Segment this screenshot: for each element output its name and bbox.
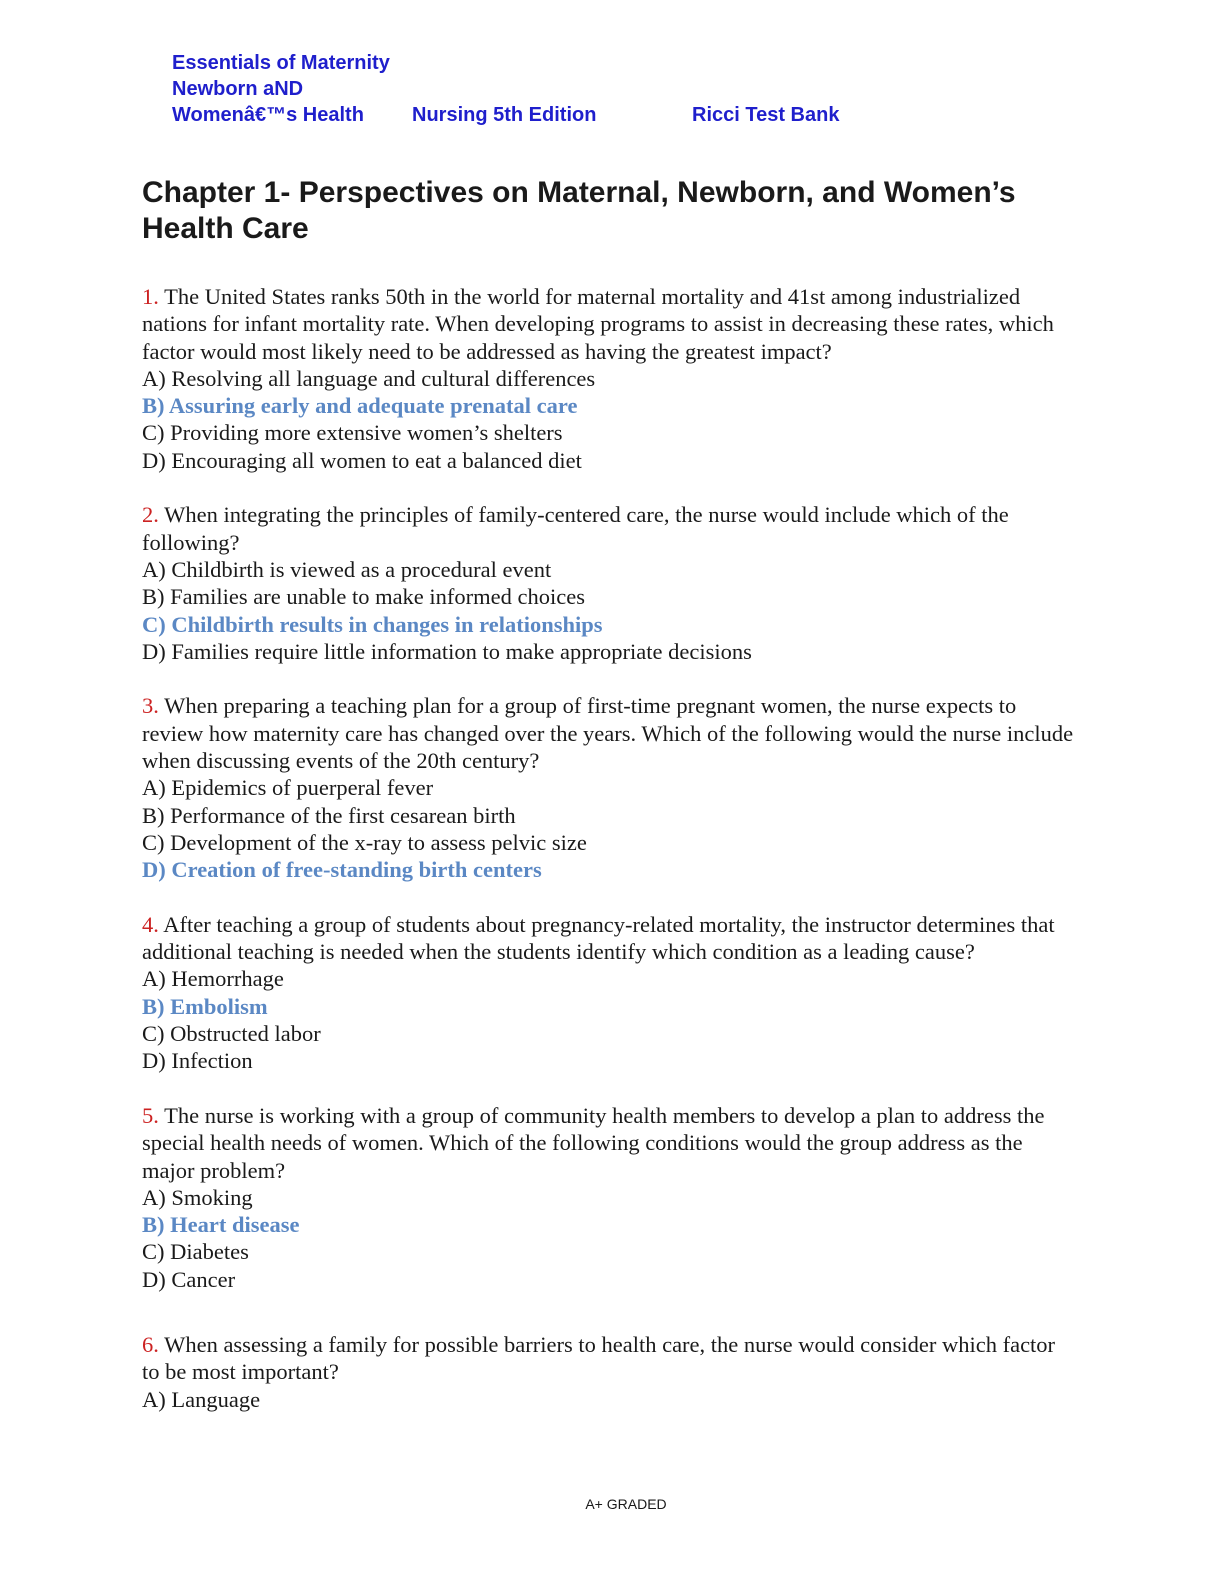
question-5 <box>142 1102 1077 1293</box>
question-text: When preparing a teaching plan for a group of first-time pregnant women, the nurse expects to review how maternity care has changed over the years. Which of the following would the nurse include when discussing events of the 20th century? <box>142 693 1074 774</box>
answer-option: A) Childbirth is viewed as a procedural event <box>142 556 552 582</box>
answer-option: A) Epidemics of puerperal fever <box>142 775 434 801</box>
question-number: 5. <box>142 1102 159 1128</box>
question-stem <box>142 283 1077 365</box>
header-subject: Womenâ€™s Health <box>172 104 364 126</box>
question-2 <box>142 501 1077 665</box>
answer-option: D) Infection <box>142 1048 253 1074</box>
question-1 <box>142 283 1077 474</box>
header-line-1: Essentials of Maternity <box>172 52 390 74</box>
answer-option: A) Resolving all language and cultural differences <box>142 365 596 391</box>
answer-option: D) Cancer <box>142 1266 236 1292</box>
question-stem <box>142 692 1077 774</box>
question-stem <box>142 1102 1077 1184</box>
answer-option: D) Families require little information to make appropriate decisions <box>142 638 752 664</box>
answer-option: B) Families are unable to make informed choices <box>142 584 585 610</box>
question-text: When assessing a family for possible barriers to health care, the nurse would consider which factor to be most important? <box>142 1331 1056 1385</box>
chapter-title: Chapter 1- Perspectives on Maternal, Newborn, and Women’s Health Care <box>142 176 1016 245</box>
question-text: The United States ranks 50th in the world for maternal mortality and 41st among industrialized nations for infant mortality rate. When developing programs to assist in decreasing these rates, which factor would most likely need to be addressed as having the greatest impact? <box>142 284 1054 364</box>
question-4 <box>142 911 1077 1075</box>
answer-option: A) Hemorrhage <box>142 966 284 992</box>
question-number: 4. <box>142 911 159 937</box>
question-stem <box>142 1331 1077 1386</box>
question-stem <box>142 501 1077 556</box>
answer-option: B) Performance of the first cesarean birth <box>142 802 516 828</box>
header-line-2: Newborn aND <box>172 78 304 100</box>
answer-option: A) Language <box>142 1386 261 1412</box>
answer-option: C) Providing more extensive women’s shelters <box>142 420 563 446</box>
question-6 <box>142 1331 1077 1413</box>
correct-answer-option: D) Creation of free-standing birth centers <box>142 857 542 883</box>
correct-answer-option: B) Heart disease <box>142 1212 300 1238</box>
answer-option: C) Development of the x-ray to assess pelvic size <box>142 829 587 855</box>
question-text: The nurse is working with a group of community health members to develop a plan to address the special health needs of women. Which of the following conditions would the group address as the major problem? <box>142 1102 1045 1183</box>
question-list <box>142 283 1077 1413</box>
question-number: 1. <box>142 284 159 309</box>
answer-option: C) Diabetes <box>142 1239 249 1265</box>
book-header <box>172 50 892 128</box>
question-number: 3. <box>142 693 159 719</box>
header-source: Ricci Test Bank <box>692 104 840 126</box>
question-number: 2. <box>142 502 159 528</box>
correct-answer-option: B) Embolism <box>142 993 268 1019</box>
header-edition: Nursing 5th Edition <box>412 104 597 126</box>
answer-option: A) Smoking <box>142 1184 253 1210</box>
correct-answer-option: C) Childbirth results in changes in relationships <box>142 611 603 637</box>
question-text: After teaching a group of students about pregnancy-related mortality, the instructor determines that additional teaching is needed when the students identify which condition as a leading cause? <box>142 911 1055 965</box>
question-text: When integrating the principles of family-centered care, the nurse would include which of the following? <box>142 502 1009 555</box>
header-line-3 <box>172 102 892 128</box>
answer-option: D) Encouraging all women to eat a balanced diet <box>142 447 582 473</box>
question-stem <box>142 911 1077 966</box>
correct-answer-option: B) Assuring early and adequate prenatal care <box>142 393 578 419</box>
question-number: 6. <box>142 1331 159 1357</box>
answer-option: C) Obstructed labor <box>142 1021 321 1047</box>
question-3 <box>142 692 1077 883</box>
page-footer: A+ GRADED <box>585 1496 667 1512</box>
